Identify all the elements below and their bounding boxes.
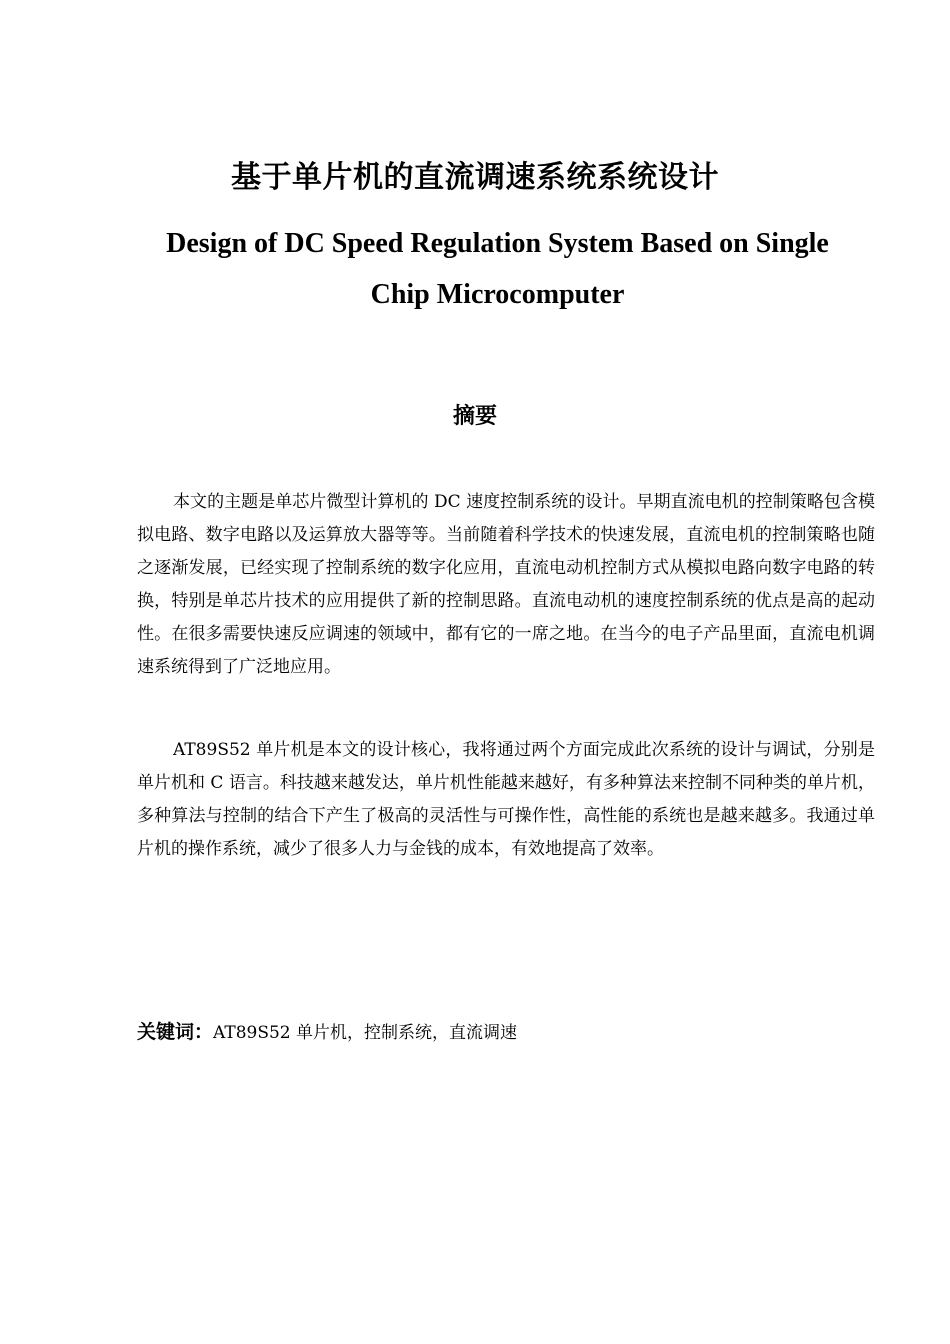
abstract-paragraph: AT89S52 单片机是本文的设计核心，我将通过两个方面完成此次系统的设计与调试，分别是单片机和 C 语言。科技越来越发达，单片机性能越来越好，有多种算法来控制不同种类的单片机，多种算法与控制的结合下产生了极高的灵活性与可操作性，高性能的系统也是越来越多。我通过单片机的操作系统，减少了很多人力与金钱的成本，有效地提高了效率。 bbox=[137, 740, 875, 859]
keywords-value: AT89S52 单片机，控制系统，直流调速 bbox=[213, 1023, 518, 1043]
abstract-paragraph: 本文的主题是单芯片微型计算机的 DC 速度控制系统的设计。早期直流电机的控制策略包含模拟电路、数字电路以及运算放大器等等。当前随着科学技术的快速发展，直流电机的控制策略也随之逐渐发展，已经实现了控制系统的数字化应用，直流电动机控制方式从模拟电路向数字电路的转换，特别是单芯片技术的应用提供了新的控制思路。直流电动机的速度控制系统的优点是高的起动性。在很多需要快速反应调速的领域中，都有它的一席之地。在当今的电子产品里面，直流电机调速系统得到了广泛地应用。 bbox=[137, 492, 875, 677]
document-title-chinese: 基于单片机的直流调速系统系统设计 bbox=[231, 160, 719, 195]
keywords-line bbox=[137, 1016, 875, 1050]
document-title-english: Design of DC Speed Regulation System Based on Single Chip Microcomputer bbox=[166, 228, 829, 310]
keywords-label: 关键词： bbox=[137, 1021, 214, 1043]
abstract-heading: 摘要 bbox=[452, 404, 497, 429]
